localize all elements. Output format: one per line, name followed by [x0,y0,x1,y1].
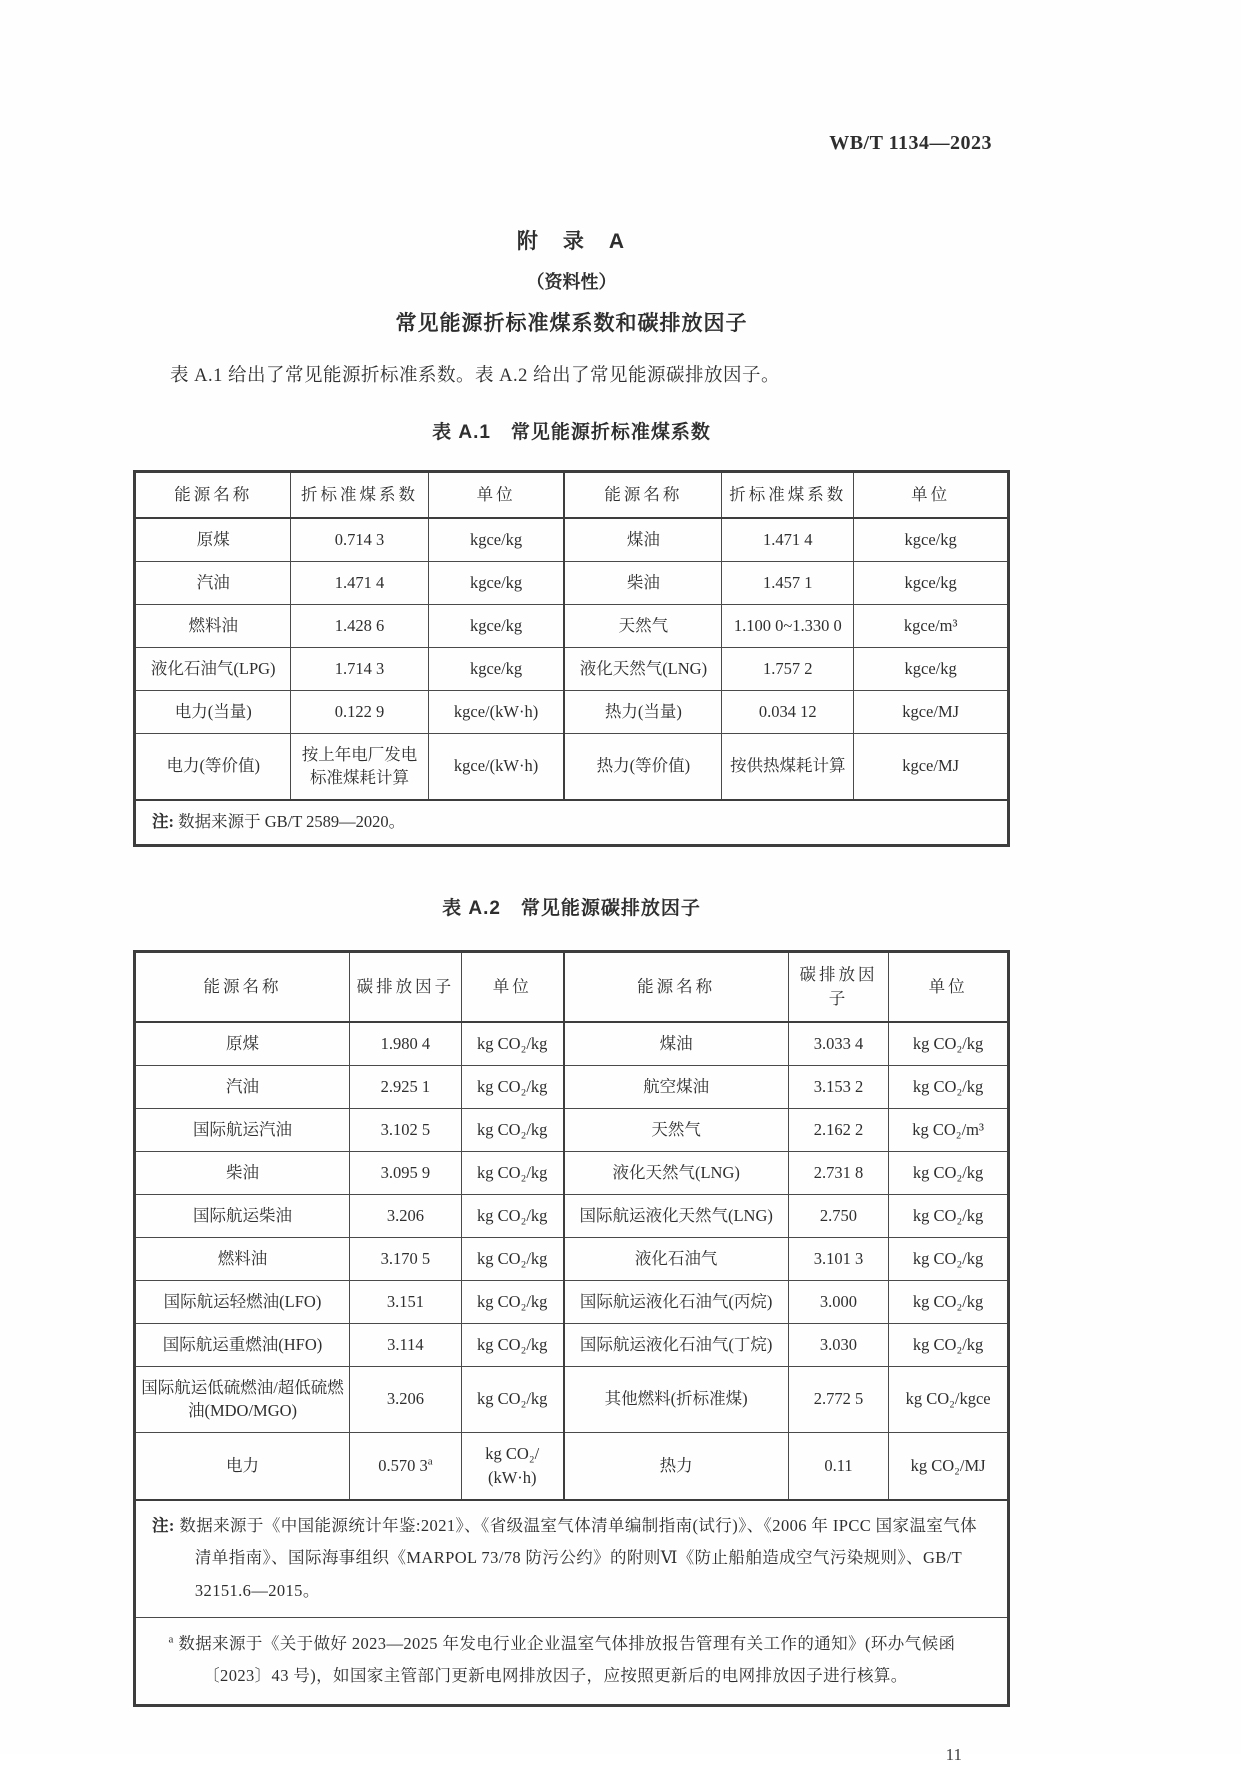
cell-energy-name: 其他燃料(折标准煤) [564,1366,789,1433]
cell-unit: kgce/kg [854,647,1009,690]
cell-unit: kgce/kg [428,604,564,647]
column-header: 单位 [428,472,564,518]
cell-unit: kgce/kg [428,518,564,561]
cell-unit: kg CO₂/kg [461,1022,563,1065]
cell-coefficient: 1.457 1 [722,561,854,604]
cell-coefficient: 1.757 2 [722,647,854,690]
appendix-heading: 常见能源折标准煤系数和碳排放因子 [395,312,748,335]
cell-emission-factor: 3.114 [350,1323,462,1366]
cell-emission-factor: 3.206 [350,1194,462,1237]
cell-unit: kg CO₂/kg [461,1108,563,1151]
cell-energy-name: 液化石油气(LPG) [135,647,291,690]
table-a2 [133,950,1010,1707]
cell-unit: kg CO₂/kg [889,1194,1009,1237]
cell-unit: kg CO₂/kg [889,1237,1009,1280]
cell-unit: kgce/m³ [854,604,1009,647]
cell-unit: kg CO₂/kg [889,1151,1009,1194]
cell-unit: kg CO₂/kg [461,1066,563,1109]
cell-unit: kg CO₂/kg [461,1194,563,1237]
appendix-subtitle: （资料性） [526,272,617,292]
cell-coefficient: 0.714 3 [291,518,428,561]
cell-emission-factor: 3.000 [788,1280,889,1323]
cell-energy-name: 国际航运液化天然气(LNG) [564,1194,789,1237]
table-a1-note [135,800,1009,845]
footnote-text: 数据来源于《关于做好 2023—2025 年发电行业企业温室气体排放报告管理有关工作的通知》(环办气候函〔2023〕43 号)，如国家主管部门更新电网排放因子，应按照更新后的电网排放因子进行核算。 [178,1633,956,1685]
cell-unit: kgce/(kW·h) [428,733,564,800]
table-row [135,604,1009,647]
cell-energy-name: 煤油 [564,518,721,561]
cell-coefficient: 按上年电厂发电标准煤耗计算 [291,733,428,800]
cell-unit: kg CO₂/kg [461,1323,563,1366]
cell-emission-factor: 3.151 [350,1280,462,1323]
cell-energy-name: 国际航运低硫燃油/超低硫燃油(MDO/MGO) [135,1366,350,1433]
cell-emission-factor: 0.11 [788,1433,889,1500]
cell-unit: kgce/kg [854,518,1009,561]
table-a1-caption: 表 A.1 常见能源折标准煤系数 [432,422,711,443]
column-header: 能源名称 [564,472,721,518]
cell-energy-name: 液化天然气(LNG) [564,1151,789,1194]
cell-energy-name: 汽油 [135,1066,350,1109]
table-row [135,647,1009,690]
cell-unit: kg CO₂/kg [889,1022,1009,1065]
cell-coefficient: 0.034 12 [722,690,854,733]
table-row [135,1280,1009,1323]
table-row [135,1022,1009,1065]
table-row [135,1066,1009,1109]
cell-emission-factor: 3.153 2 [788,1066,889,1109]
cell-coefficient: 1.471 4 [291,561,428,604]
column-header: 能源名称 [135,952,350,1022]
cell-emission-factor: 3.101 3 [788,1237,889,1280]
cell-energy-name: 燃料油 [135,604,291,647]
cell-emission-factor: 3.030 [788,1323,889,1366]
standard-number: WB/T 1134—2023 [829,132,992,154]
cell-emission-factor [350,1433,462,1500]
cell-energy-name: 液化石油气 [564,1237,789,1280]
footnote-content [152,1628,993,1692]
cell-emission-factor: 2.162 2 [788,1108,889,1151]
cell-emission-factor: 2.750 [788,1194,889,1237]
cell-energy-name: 国际航运柴油 [135,1194,350,1237]
cell-unit: kg CO₂/MJ [889,1433,1009,1500]
column-header: 单位 [854,472,1009,518]
cell-energy-name: 原煤 [135,518,291,561]
cell-energy-name: 航空煤油 [564,1066,789,1109]
table-a2-note-row [135,1500,1009,1617]
appendix-title-block [133,225,1010,337]
cell-energy-name: 电力(等价值) [135,733,291,800]
cell-emission-factor: 3.170 5 [350,1237,462,1280]
footnote-marker: a [427,1455,433,1468]
table-row [135,1237,1009,1280]
column-header: 能源名称 [564,952,789,1022]
cell-energy-name: 国际航运液化石油气(丁烷) [564,1323,789,1366]
table-a2-caption: 表 A.2 常见能源碳排放因子 [442,898,701,920]
cell-unit: kg CO₂/kg [461,1237,563,1280]
table-a1-note-row [135,800,1009,845]
cell-unit: kg CO₂/kg [461,1280,563,1323]
cell-coefficient: 1.471 4 [722,518,854,561]
table-row [135,1108,1009,1151]
column-header: 能源名称 [135,472,291,518]
cell-emission-factor: 2.925 1 [350,1066,462,1109]
table-a2-footnote [135,1617,1009,1705]
cell-coefficient: 0.122 9 [291,690,428,733]
cell-energy-name: 国际航运重燃油(HFO) [135,1323,350,1366]
cell-unit: kgce/(kW·h) [428,690,564,733]
table-row [135,1433,1009,1500]
cell-coefficient: 1.428 6 [291,604,428,647]
note-label: 注: [152,812,174,832]
intro-paragraph: 表 A.1 给出了常见能源折标准系数。表 A.2 给出了常见能源碳排放因子。 [170,366,780,386]
cell-energy-name: 天然气 [564,604,721,647]
cell-energy-name: 柴油 [135,1151,350,1194]
table-a2-footnote-row [135,1617,1009,1705]
cell-emission-factor: 2.772 5 [788,1366,889,1433]
table-row [135,690,1009,733]
cell-energy-name: 汽油 [135,561,291,604]
cell-unit: kgce/kg [854,561,1009,604]
table-row [135,733,1009,800]
column-header: 单位 [889,952,1009,1022]
electricity-value: 0.570 3 [378,1456,428,1476]
table-a2-header-row [135,952,1009,1022]
appendix-title: 附 录 A [516,230,627,253]
cell-unit: kg CO₂/m³ [889,1108,1009,1151]
cell-energy-name: 电力 [135,1433,350,1500]
footnote-marker: a [168,1633,174,1646]
cell-unit: kgce/kg [428,647,564,690]
cell-coefficient: 1.714 3 [291,647,428,690]
cell-emission-factor: 2.731 8 [788,1151,889,1194]
cell-unit: kg CO₂/kg [461,1366,563,1433]
column-header: 单位 [461,952,563,1022]
cell-emission-factor: 3.033 4 [788,1022,889,1065]
cell-unit: kgce/MJ [854,733,1009,800]
cell-energy-name: 国际航运液化石油气(丙烷) [564,1280,789,1323]
table-a2-note [135,1500,1009,1617]
cell-unit: kgce/MJ [854,690,1009,733]
table-a1-header-row [135,472,1009,518]
column-header: 折标准煤系数 [722,472,854,518]
table-row [135,1194,1009,1237]
table-row [135,1323,1009,1366]
cell-unit: kg CO₂/kg [889,1323,1009,1366]
cell-energy-name: 柴油 [564,561,721,604]
page-number: 11 [945,1745,962,1765]
cell-energy-name: 电力(当量) [135,690,291,733]
column-header: 折标准煤系数 [291,472,428,518]
cell-energy-name: 原煤 [135,1022,350,1065]
cell-energy-name: 国际航运轻燃油(LFO) [135,1280,350,1323]
cell-energy-name: 国际航运汽油 [135,1108,350,1151]
table-row [135,518,1009,561]
cell-unit: kgce/kg [428,561,564,604]
cell-coefficient: 1.100 0~1.330 0 [722,604,854,647]
column-header: 碳排放因子 [788,952,889,1022]
table-row [135,561,1009,604]
cell-energy-name: 天然气 [564,1108,789,1151]
cell-energy-name: 液化天然气(LNG) [564,647,721,690]
cell-emission-factor: 1.980 4 [350,1022,462,1065]
cell-energy-name: 煤油 [564,1022,789,1065]
note-label: 注: [152,1516,175,1536]
cell-emission-factor: 3.206 [350,1366,462,1433]
cell-coefficient: 按供热煤耗计算 [722,733,854,800]
cell-unit: kg CO₂/​(kW·h) [461,1433,563,1500]
column-header: 碳排放因子 [350,952,462,1022]
note-text: 数据来源于《中国能源统计年鉴:2021》、《省级温室气体清单编制指南(试行)》、《2006 年 IPCC 国家温室气体清单指南》、国际海事组织《MARPOL 73/78 防污公约》的附则Ⅵ《防止船舶造成空气污染规则》、GB/T 32151.6—2015。 [179,1516,978,1600]
cell-energy-name: 燃料油 [135,1237,350,1280]
cell-energy-name: 热力 [564,1433,789,1500]
cell-unit: kg CO₂/kg [889,1280,1009,1323]
note-text: 数据来源于 GB/T 2589—2020。 [178,812,406,832]
cell-unit: kg CO₂/kgce [889,1366,1009,1433]
table-a1 [133,470,1010,847]
cell-energy-name: 热力(等价值) [564,733,721,800]
cell-unit: kg CO₂/kg [889,1066,1009,1109]
cell-energy-name: 热力(当量) [564,690,721,733]
table-row [135,1366,1009,1433]
cell-unit: kg CO₂/kg [461,1151,563,1194]
note-content [152,1510,993,1607]
table-row [135,1151,1009,1194]
cell-emission-factor: 3.102 5 [350,1108,462,1151]
cell-emission-factor: 3.095 9 [350,1151,462,1194]
